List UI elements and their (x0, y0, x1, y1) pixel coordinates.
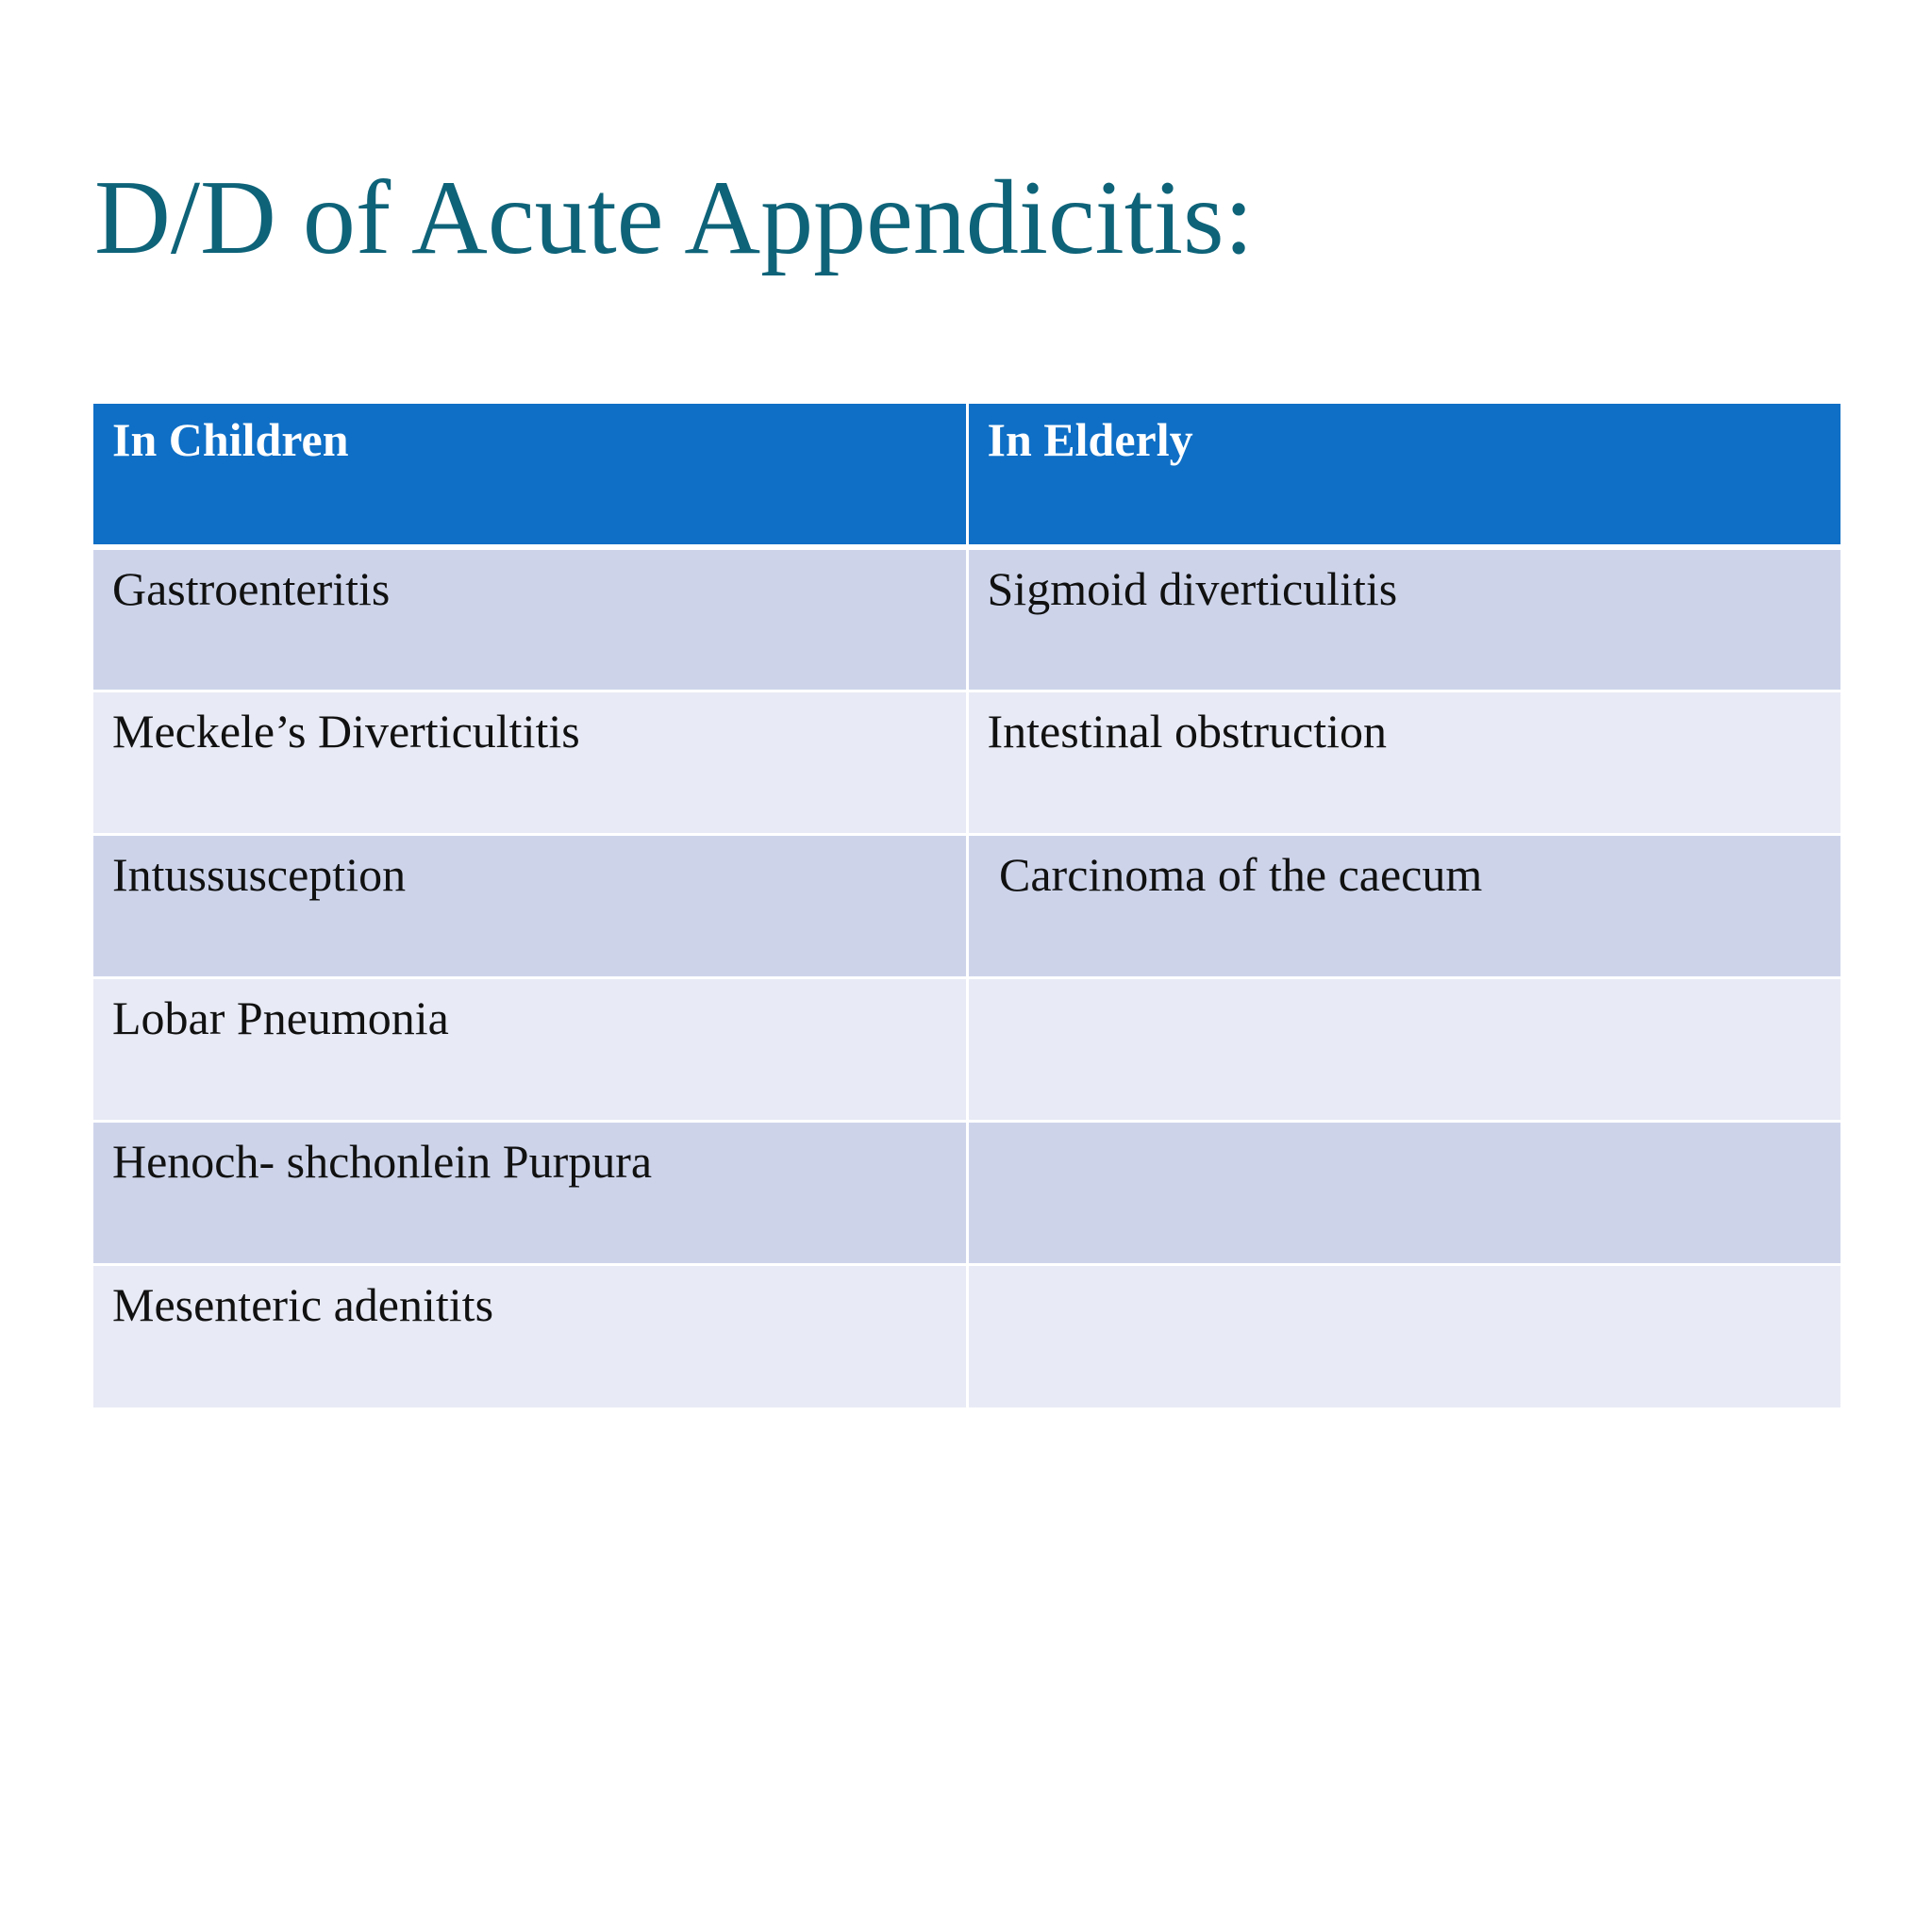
cell-children: Mesenteric adenitits (93, 1264, 967, 1407)
column-header-children: In Children (93, 404, 967, 547)
table-row (93, 834, 1840, 977)
table-header-row (93, 404, 1840, 547)
cell-elderly: Intestinal obstruction (967, 691, 1840, 834)
cell-elderly-empty (967, 1121, 1840, 1264)
table-row (93, 691, 1840, 834)
table-row (93, 977, 1840, 1121)
table-row (93, 547, 1840, 691)
cell-children: Lobar Pneumonia (93, 977, 967, 1121)
cell-children: Intussusception (93, 834, 967, 977)
cell-elderly: Sigmoid diverticulitis (967, 547, 1840, 691)
table-row (93, 1121, 1840, 1264)
cell-elderly-empty (967, 977, 1840, 1121)
differential-diagnosis-table (93, 404, 1840, 1407)
cell-elderly: Carcinoma of the caecum (967, 834, 1840, 977)
cell-elderly-empty (967, 1264, 1840, 1407)
slide-title: D/D of Acute Appendicitis: (94, 159, 1254, 276)
table-row (93, 1264, 1840, 1407)
cell-children: Gastroenteritis (93, 547, 967, 691)
cell-children: Meckele’s Diverticultitis (93, 691, 967, 834)
cell-children: Henoch- shchonlein Purpura (93, 1121, 967, 1264)
column-header-elderly: In Elderly (967, 404, 1840, 547)
